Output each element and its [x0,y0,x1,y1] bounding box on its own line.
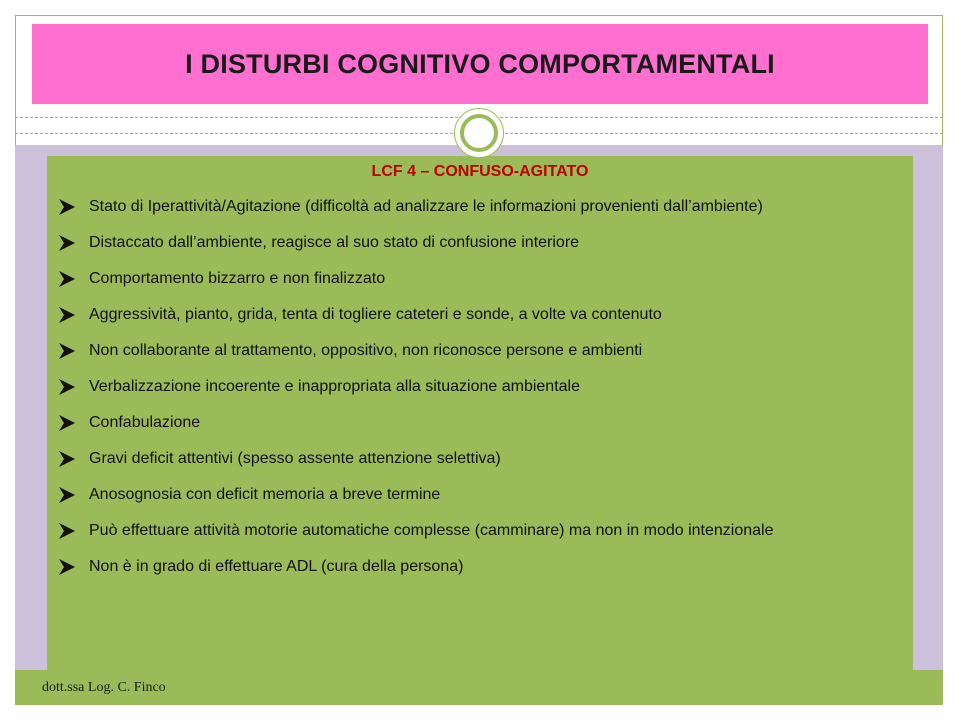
circle-ornament-icon [454,108,504,158]
circle-ornament-inner [460,114,498,152]
list-item [58,190,908,223]
list-item-text: Stato di Iperattività/Agitazione (difficoltà ad analizzare le informazioni provenienti dall’ambiente) [89,198,763,215]
list-item-text: Non è in grado di effettuare ADL (cura della persona) [89,558,464,575]
list-item [58,370,908,403]
arrowhead-bullet-icon [58,478,82,511]
list-item-text: Verbalizzazione incoerente e inappropriata alla situazione ambientale [89,378,580,395]
arrowhead-bullet-icon [58,514,82,547]
list-item-text: Aggressività, pianto, grida, tenta di togliere cateteri e sonde, a volte va contenuto [89,306,662,323]
arrowhead-bullet-icon [58,442,82,475]
arrowhead-bullet-icon [58,226,82,259]
list-item [58,298,908,331]
arrowhead-bullet-icon [58,262,82,295]
arrowhead-bullet-icon [58,298,82,331]
author-footer: dott.ssa Log. C. Finco [42,680,166,695]
slide-title: I DISTURBI COGNITIVO COMPORTAMENTALI [185,48,775,79]
arrowhead-bullet-icon [58,370,82,403]
list-item-text: Gravi deficit attentivi (spesso assente attenzione selettiva) [89,450,501,467]
title-banner [32,24,928,104]
list-item [58,442,908,475]
arrowhead-bullet-icon [58,550,82,583]
list-item-text: Anosognosia con deficit memoria a breve termine [89,486,441,503]
bullet-list [58,190,908,586]
list-item-text: Può effettuare attività motorie automatiche complesse (camminare) ma non in modo intenzionale [89,522,774,539]
arrowhead-bullet-icon [58,190,82,223]
list-item [58,262,908,295]
list-item [58,406,908,439]
section-subtitle: LCF 4 – CONFUSO-AGITATO [371,163,589,180]
list-item-text: Comportamento bizzarro e non finalizzato [89,270,386,287]
list-item [58,550,908,583]
list-item-text: Confabulazione [89,414,201,431]
arrowhead-bullet-icon [58,406,82,439]
list-item [58,226,908,259]
list-item-text: Distaccato dall’ambiente, reagisce al suo stato di confusione interiore [89,234,580,251]
arrowhead-bullet-icon [58,334,82,367]
list-item-text: Non collaborante al trattamento, oppositivo, non riconosce persone e ambienti [89,342,643,359]
list-item [58,478,908,511]
list-item [58,514,908,547]
list-item [58,334,908,367]
